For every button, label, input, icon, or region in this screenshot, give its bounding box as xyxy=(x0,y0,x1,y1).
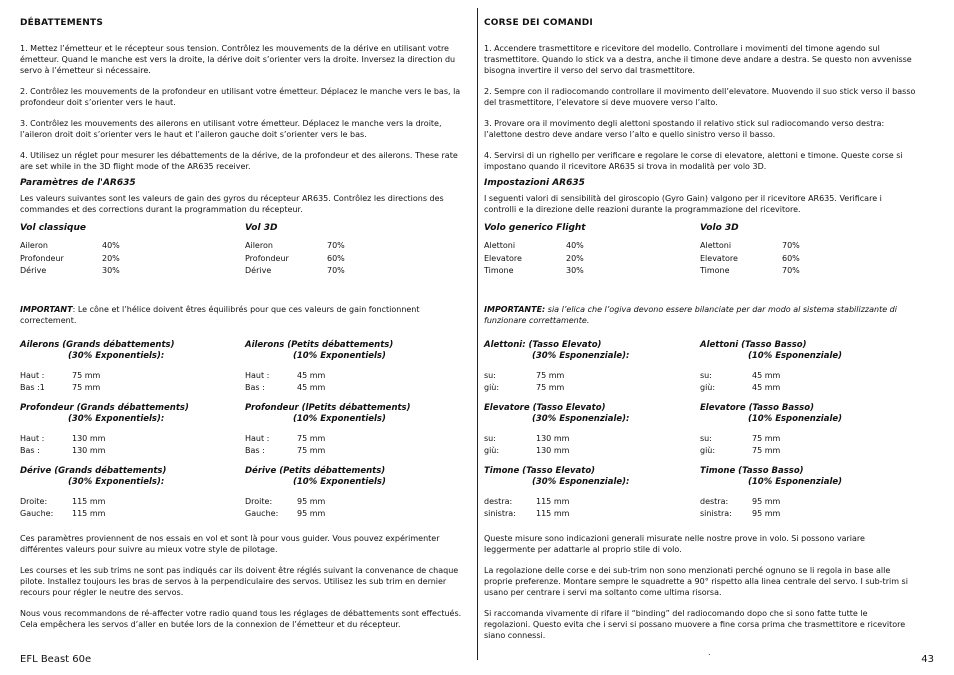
rate-block xyxy=(20,466,470,529)
params-text: Les valeurs suivantes sont les valeurs de gain des gyros du récepteur AR635. Contrôlez les directions des commandes et des corrections durant la programmation du récepteur. xyxy=(20,194,444,214)
gain-tables xyxy=(484,223,916,286)
params-text: I seguenti valori di sensibilità del giroscopio (Gyro Gain) valgono per il ricevitore AR635. Verificare i controlli e la direzione delle reazioni durante la programmazione del ricevitore. xyxy=(484,194,882,214)
rate-heading: Alettoni: (Tasso Elevato) (30% Esponenziale): xyxy=(484,339,630,361)
table-row: sinistra: 115 mm xyxy=(484,509,570,518)
rate-heading: Dérive (Grands débattements) (30% Exponentiels): xyxy=(20,465,167,487)
table-row: Gauche: 115 mm xyxy=(20,509,106,518)
table-row: Profondeur 20% xyxy=(20,253,120,263)
rate-heading: Elevatore (Tasso Basso) (10% Esponenziale) xyxy=(700,402,843,424)
table-row: su: 75 mm xyxy=(484,370,565,380)
column-divider xyxy=(477,8,478,660)
rate-heading: Profondeur (lPetits débattements) (10% Exponentiels) xyxy=(245,402,411,424)
rate-block xyxy=(484,340,916,403)
table-row: Timone 30% xyxy=(484,266,584,275)
gain-heading: Volo generico Flight xyxy=(484,223,586,233)
rate-heading: Alettoni (Tasso Basso) (10% Esponenziale) xyxy=(700,339,843,361)
note-paragraph: Ces paramètres proviennent de nos essais en vol et sont là pour vous guider. Vous pouvez expérimenter différentes valeurs pour suivre au mieux votre style de pilotage. xyxy=(20,533,440,554)
table-row: sinistra: 95 mm xyxy=(700,509,781,518)
table-row: Elevatore 20% xyxy=(484,253,584,263)
table-row: destra: 95 mm xyxy=(700,496,781,506)
table-row: su: 75 mm xyxy=(700,433,781,443)
rate-heading: Ailerons (Grands débattements) (30% Exponentiels): xyxy=(20,339,175,361)
gain-heading: Vol classique xyxy=(20,223,86,233)
table-row: Bas : 130 mm xyxy=(20,446,106,455)
table-row: Bas :1 75 mm xyxy=(20,383,101,392)
gain-heading: Vol 3D xyxy=(245,223,278,233)
table-row: Haut : 45 mm xyxy=(245,370,326,380)
table-row: Dérive 70% xyxy=(245,266,345,275)
step-paragraph: 3. Contrôlez les mouvements des ailerons en utilisant votre émetteur. Déplacez le manche vers la droite, l’aileron droit doit s’orienter vers le haut et l’aileron gauche doit s’orienter vers le bas. xyxy=(20,119,442,139)
rate-heading: Elevatore (Tasso Elevato) (30% Esponenziale): xyxy=(484,402,630,424)
table-row: giù: 45 mm xyxy=(700,383,781,392)
rate-block xyxy=(20,403,470,466)
note-paragraph: Si raccomanda vivamente di rifare il “binding” del radiocomando dopo che si sono fatte tutte le regolazioni. Questo evita che i servi si possano muovere a fine corsa prima che trasmettitore e ricevitore siano connessi. xyxy=(484,608,906,640)
table-row: Alettoni 40% xyxy=(484,241,584,250)
table-row: Gauche: 95 mm xyxy=(245,509,326,518)
table-row: Bas : 75 mm xyxy=(245,446,326,455)
rate-heading: Timone (Tasso Basso) (10% Esponenziale) xyxy=(700,465,843,487)
page-number: 43 xyxy=(921,654,934,665)
table-row: Haut : 75 mm xyxy=(245,433,326,443)
table-row: giù: 75 mm xyxy=(484,383,565,392)
rate-block xyxy=(20,340,470,403)
rate-block xyxy=(484,466,916,529)
note-paragraph: Nous vous recommandons de ré-affecter votre radio quand tous les réglages de débattements sont effectués. Cela empêchera les servos d’aller en butée lors de la connexion de l’émetteur et du récepteur. xyxy=(20,608,462,629)
table-row: Droite: 95 mm xyxy=(245,496,326,506)
gain-table-b xyxy=(700,223,916,286)
step-paragraph: 2. Sempre con il radiocomando controllare il movimento dell’elevatore. Muovendo il suo stick verso il basso del trasmettitore, l’elevatore si deve muovere verso l’alto. xyxy=(484,87,916,107)
important-note: IMPORTANTE: sia l’elica che l’ogiva devono essere bilanciate per dar modo al sistema stabilizzante di funzionare correttamente. xyxy=(484,304,897,325)
table-row: Profondeur 60% xyxy=(245,253,345,263)
left-column xyxy=(20,18,470,640)
step-paragraph: 2. Contrôlez les mouvements de la profondeur en utilisant votre émetteur. Déplacez le manche vers le bas, la profondeur doit s’orienter vers le haut. xyxy=(20,87,461,107)
table-row: destra: 115 mm xyxy=(484,496,570,506)
table-row: giù: 75 mm xyxy=(700,446,781,455)
table-row: Haut : 75 mm xyxy=(20,370,101,380)
table-row: Dérive 30% xyxy=(20,266,120,275)
gain-table-a xyxy=(20,223,245,286)
stray-dot: . xyxy=(708,648,711,657)
section-title: CORSE DEI COMANDI xyxy=(484,18,593,28)
table-row: Bas : 45 mm xyxy=(245,383,326,392)
rate-heading: Timone (Tasso Elevato) (30% Esponenziale): xyxy=(484,465,630,487)
step-paragraph: 4. Servirsi di un righello per verificare e regolare le corse di elevatore, alettoni e timone. Queste corse si impostano quando il ricevitore AR635 si trova in modalità per volo 3D. xyxy=(484,151,903,171)
section-title: DÉBATTEMENTS xyxy=(20,18,104,28)
rate-heading: Profondeur (Grands débattements) (30% Exponentiels): xyxy=(20,402,189,424)
note-paragraph: Queste misure sono indicazioni generali misurate nelle nostre prove in volo. Si possono variare leggermente per adattarle al proprio stile di volo. xyxy=(484,533,865,554)
gain-heading: Volo 3D xyxy=(700,223,739,233)
table-row: Haut : 130 mm xyxy=(20,433,106,443)
table-row: Aileron 40% xyxy=(20,241,120,250)
table-row: Alettoni 70% xyxy=(700,241,800,250)
table-row: Elevatore 60% xyxy=(700,253,800,263)
gain-table-a xyxy=(484,223,700,286)
note-paragraph: La regolazione delle corse e dei sub-trim non sono menzionati perché ognuno se li regola in base alle proprie preferenze. Montare sempre le squadrette a 90° rispetto alla linea centrale del servo. I sub-trim si usano per centrare i servi ma soltanto come ultima risorsa. xyxy=(484,565,908,597)
gain-table-b xyxy=(245,223,470,286)
right-column xyxy=(484,18,916,651)
rate-heading: Dérive (Petits débattements) (10% Exponentiels) xyxy=(245,465,386,487)
table-row: su: 45 mm xyxy=(700,370,781,380)
table-row: Timone 70% xyxy=(700,266,800,275)
params-heading: Impostazioni AR635 xyxy=(484,178,585,188)
params-heading: Paramètres de l'AR635 xyxy=(20,178,136,188)
rate-heading: Ailerons (Petits débattements) (10% Exponentiels) xyxy=(245,339,394,361)
table-row: giù: 130 mm xyxy=(484,446,570,455)
note-paragraph: Les courses et les sub trims ne sont pas indiqués car ils doivent être réglés suivant la convenance de chaque pilote. Installez toujours les bras de servos à la perpendiculaire des servos. Utilisez les sub trim en dernier recours pour régler le neutre des servos. xyxy=(20,565,459,597)
footer-model: EFL Beast 60e xyxy=(20,654,92,665)
rate-block xyxy=(484,403,916,466)
table-row: Aileron 70% xyxy=(245,241,345,250)
gain-tables xyxy=(20,223,470,286)
step-paragraph: 4. Utilisez un réglet pour mesurer les débattements de la dérive, de la profondeur et des ailerons. These rate are set while in the 3D flight mode of the AR635 receiver. xyxy=(20,151,458,171)
step-paragraph: 3. Provare ora il movimento degli alettoni spostando il relativo stick sul radiocomando verso destra: l’alettone destro deve andare verso l’alto e quello sinistro verso il basso. xyxy=(484,119,885,139)
table-row: Droite: 115 mm xyxy=(20,496,106,506)
table-row: su: 130 mm xyxy=(484,433,570,443)
important-note: IMPORTANT: Le cône et l’hélice doivent êtres équilibrés pour que ces valeurs de gain fonctionnent correctement. xyxy=(20,304,420,325)
step-paragraph: 1. Accendere trasmettitore e ricevitore del modello. Controllare i movimenti del timone agendo sul trasmettitore. Quando lo stick va a destra, anche il timone deve andare a destra. Se questo non avvenisse bisogna invertire il verso del servo dal trasmettitore. xyxy=(484,44,912,75)
step-paragraph: 1. Mettez l’émetteur et le récepteur sous tension. Contrôlez les mouvements de la dérive en utilisant votre émetteur. Quand le manche est vers la droite, la dérive doit s’orienter vers la droite. Inversez la direction du servo à l’émetteur si nécessaire. xyxy=(20,44,456,75)
